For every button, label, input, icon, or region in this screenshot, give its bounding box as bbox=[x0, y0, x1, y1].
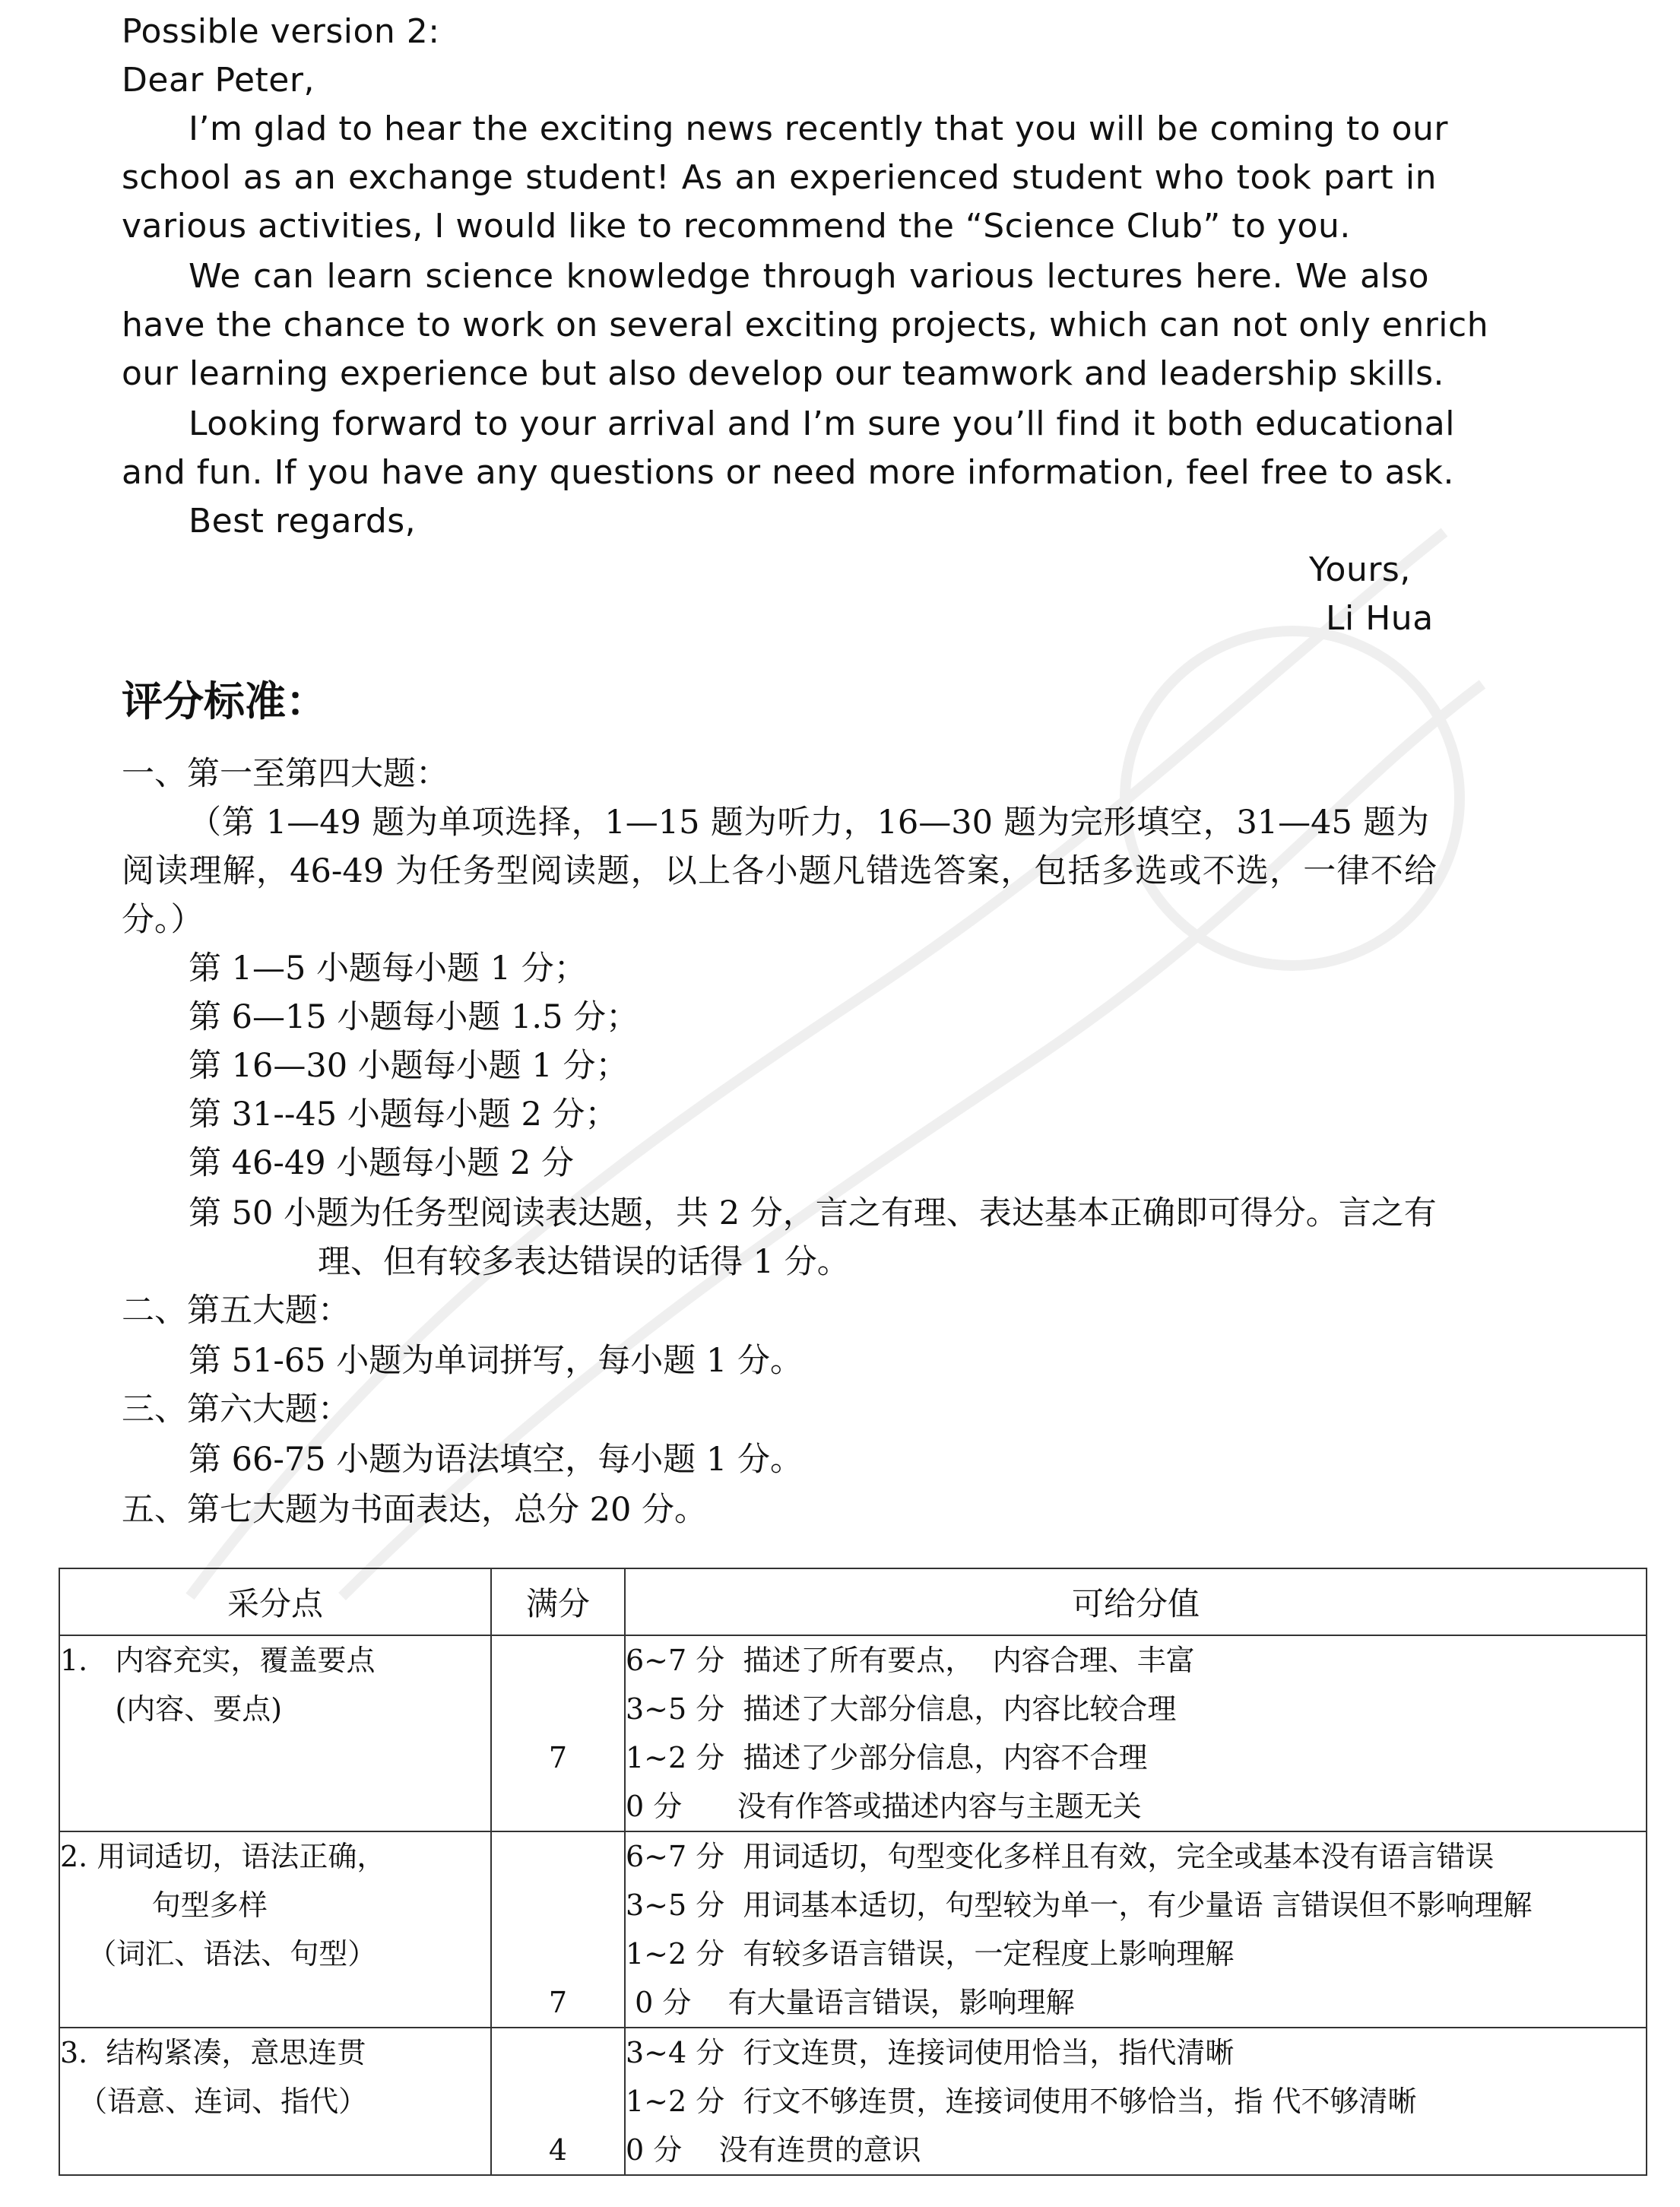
rubric-point-subtext: 句型多样 bbox=[60, 1888, 268, 1922]
criteria-item-4: 第 31--45 小题每小题 2 分； bbox=[189, 1096, 618, 1134]
rubric-point-subtext: （语意、连词、指代） bbox=[60, 2085, 368, 2118]
version-title: Possible version 2: bbox=[122, 12, 440, 51]
rubric-row-structure bbox=[59, 2028, 1647, 2175]
rubric-point-cell bbox=[59, 1635, 491, 1831]
rubric-table bbox=[59, 1568, 1647, 2176]
rubric-levels-cell bbox=[625, 1635, 1647, 1831]
rubric-level: 1~2 分 有较多语言错误，一定程度上影响理解 bbox=[626, 1937, 1235, 1971]
rubric-point-subtext: (内容、要点) bbox=[60, 1692, 283, 1726]
header-full-score: 满分 bbox=[491, 1568, 625, 1635]
letter-p2-line1: We can learn science knowledge through various lectures here. We also bbox=[189, 257, 1429, 296]
criteria-item-1: 第 1—5 小题每小题 1 分； bbox=[189, 950, 587, 988]
letter-p1-line1: I’m glad to hear the exciting news recently that you will be coming to our bbox=[189, 109, 1449, 148]
criteria-item50-line1: 第 50 小题为任务型阅读表达题，共 2 分，言之有理、表达基本正确即可得分。言之有 bbox=[189, 1194, 1437, 1232]
letter-p2-line2: have the chance to work on several exciting projects, which can not only enrich bbox=[122, 306, 1489, 344]
rubric-header-row bbox=[59, 1568, 1647, 1635]
letter-sign-off: Yours, bbox=[1309, 550, 1411, 589]
header-scoring-point: 采分点 bbox=[59, 1568, 491, 1635]
rubric-point-subtext: （词汇、语法、句型） bbox=[60, 1937, 377, 1971]
rubric-level: 3~5 分 用词基本适切，句型较为单一，有少量语 言错误但不影响理解 bbox=[626, 1888, 1533, 1922]
section2-title: 二、第五大题： bbox=[122, 1292, 350, 1330]
rubric-full-score-cell bbox=[491, 1635, 625, 1831]
criteria-item-3: 第 16—30 小题每小题 1 分； bbox=[189, 1047, 629, 1085]
rubric-full-score: 7 bbox=[548, 1986, 568, 2019]
rubric-full-score: 4 bbox=[548, 2133, 568, 2167]
letter-p1-line2: school as an exchange student! As an experienced student who took part in bbox=[122, 158, 1437, 197]
section1-note-line3: 分。） bbox=[122, 901, 204, 939]
section1-note-line1: （第 1—49 题为单项选择，1—15 题为听力，16—30 题为完形填空，31—45 题为 bbox=[189, 804, 1429, 842]
rubric-point-text: 3. 结构紧凑，意思连贯 bbox=[60, 2036, 366, 2069]
rubric-full-score: 7 bbox=[548, 1741, 568, 1774]
section5-title: 五、第七大题为书面表达，总分 20 分。 bbox=[122, 1491, 708, 1529]
letter-p3-line2: and fun. If you have any questions or need more information, feel free to ask. bbox=[122, 453, 1455, 492]
letter-closing: Best regards, bbox=[189, 502, 417, 541]
letter-p2-line3: our learning experience but also develop our teamwork and leadership skills. bbox=[122, 354, 1445, 393]
rubric-point-cell bbox=[59, 1831, 491, 2028]
section3-title: 三、第六大题： bbox=[122, 1390, 350, 1429]
criteria-item-5: 第 46-49 小题每小题 2 分 bbox=[189, 1144, 574, 1182]
rubric-levels-cell bbox=[625, 2028, 1647, 2175]
rubric-point-text: 1. 内容充实，覆盖要点 bbox=[60, 1644, 376, 1677]
rubric-level: 3~5 分 描述了大部分信息，内容比较合理 bbox=[626, 1692, 1177, 1726]
section1-title: 一、第一至第四大题： bbox=[122, 755, 449, 793]
rubric-row-content bbox=[59, 1635, 1647, 1831]
rubric-full-score-cell bbox=[491, 1831, 625, 2028]
salutation: Dear Peter, bbox=[122, 61, 315, 100]
rubric-level: 0 分 没有连贯的意识 bbox=[626, 2133, 921, 2167]
criteria-item50-line2: 理、但有较多表达错误的话得 1 分。 bbox=[318, 1243, 850, 1281]
rubric-level: 1~2 分 描述了少部分信息，内容不合理 bbox=[626, 1741, 1148, 1774]
rubric-level: 0 分 没有作答或描述内容与主题无关 bbox=[626, 1790, 1142, 1823]
section2-item: 第 51-65 小题为单词拼写，每小题 1 分。 bbox=[189, 1342, 803, 1380]
letter-p1-line3: various activities, I would like to recommend the “Science Club” to you. bbox=[122, 207, 1351, 246]
rubric-level: 0 分 有大量语言错误，影响理解 bbox=[626, 1986, 1075, 2019]
rubric-point-text: 2. 用词适切，语法正确， bbox=[60, 1840, 386, 1873]
rubric-full-score-cell bbox=[491, 2028, 625, 2175]
rubric-levels-cell bbox=[625, 1831, 1647, 2028]
criteria-item-2: 第 6—15 小题每小题 1.5 分； bbox=[189, 998, 639, 1036]
rubric-level: 6~7 分 用词适切，句型变化多样且有效，完全或基本没有语言错误 bbox=[626, 1840, 1495, 1873]
rubric-row-language bbox=[59, 1831, 1647, 2028]
rubric-level: 6~7 分 描述了所有要点， 内容合理、丰富 bbox=[626, 1644, 1195, 1677]
rubric-level: 3~4 分 行文连贯，连接词使用恰当，指代清晰 bbox=[626, 2036, 1235, 2069]
letter-p3-line1: Looking forward to your arrival and I’m sure you’ll find it both educational bbox=[189, 404, 1455, 443]
letter-signature: Li Hua bbox=[1326, 599, 1434, 638]
section1-note-line2: 阅读理解，46-49 为任务型阅读题，以上各小题凡错选答案，包括多选或不选，一律不给 bbox=[122, 852, 1437, 890]
section3-item: 第 66-75 小题为语法填空，每小题 1 分。 bbox=[189, 1441, 803, 1479]
header-score-levels: 可给分值 bbox=[625, 1568, 1647, 1635]
rubric-level: 1~2 分 行文不够连贯，连接词使用不够恰当，指 代不够清晰 bbox=[626, 2085, 1417, 2118]
criteria-heading: 评分标准： bbox=[122, 677, 327, 725]
rubric-point-cell bbox=[59, 2028, 491, 2175]
